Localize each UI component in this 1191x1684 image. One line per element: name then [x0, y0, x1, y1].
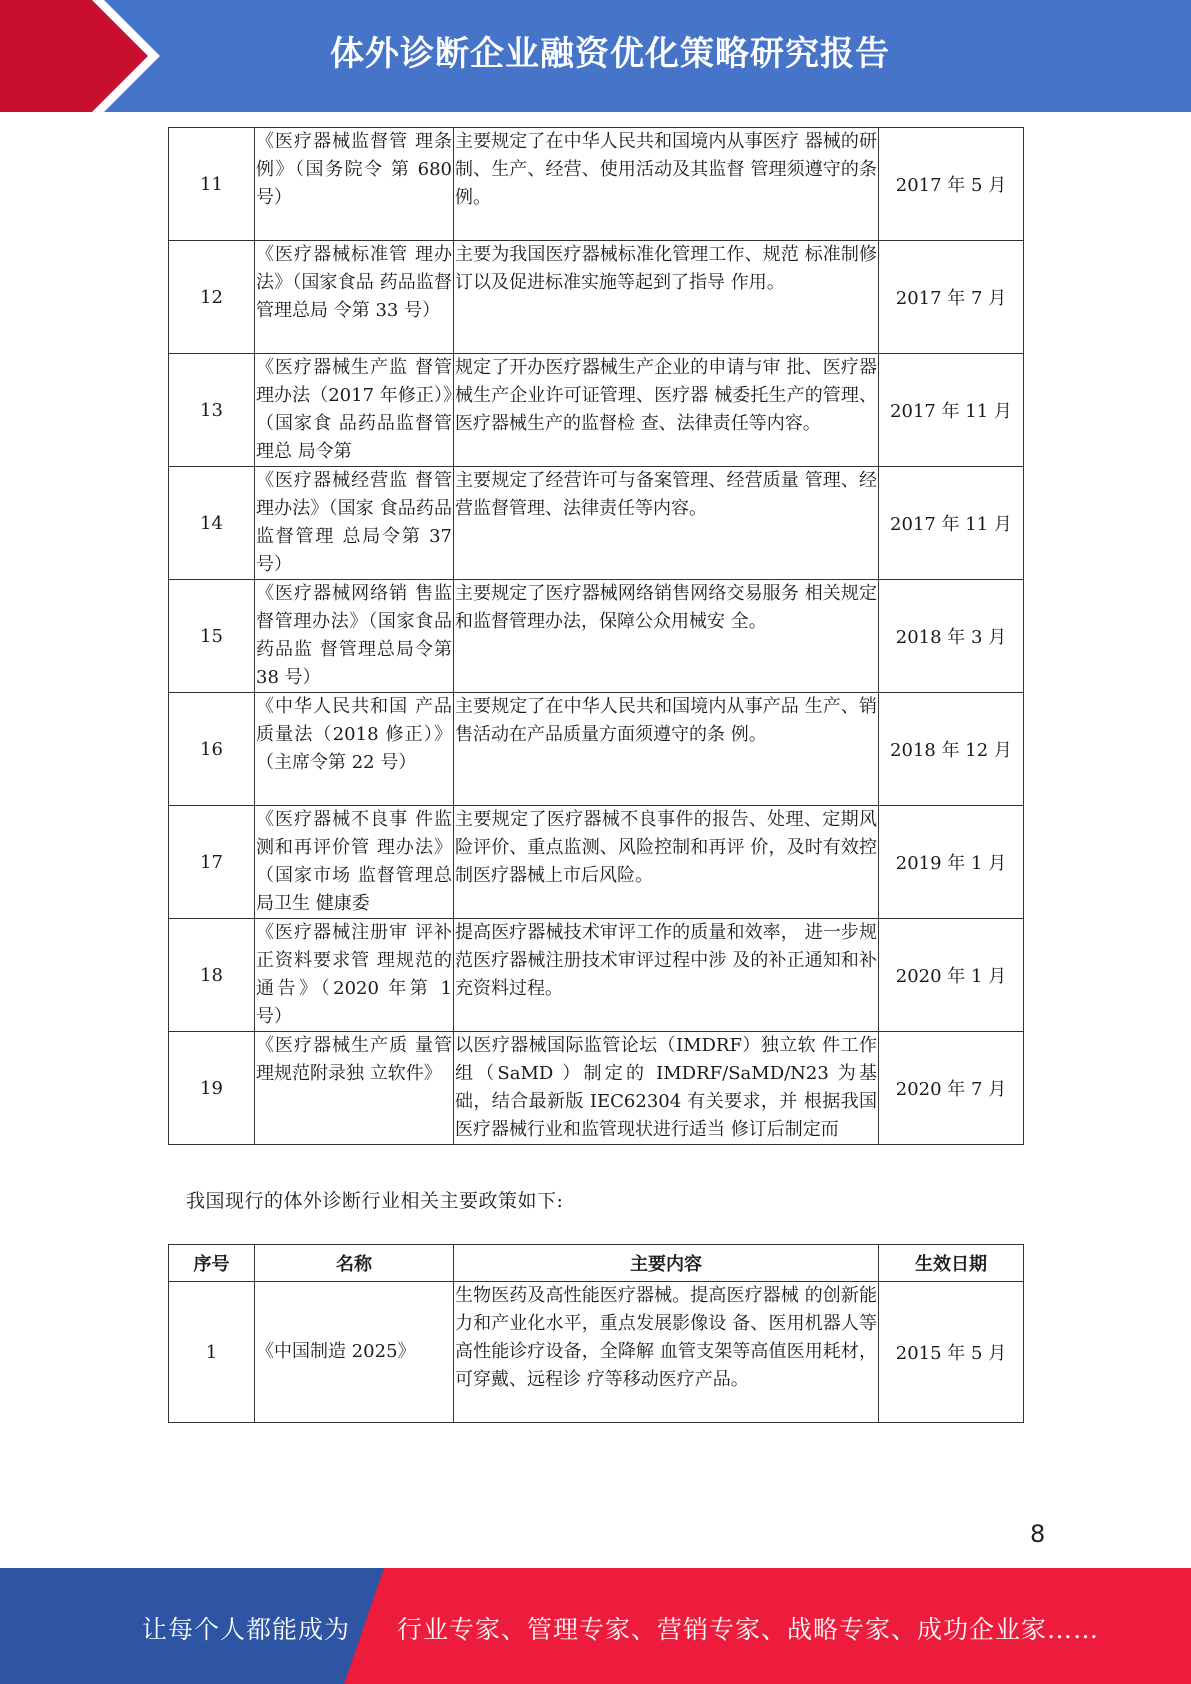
cell-content [454, 806, 879, 919]
cell-date: 2018 年 12 月 [879, 693, 1024, 806]
cell-name-text: 《医疗器械不良事 件监测和再评价管 理办法》（国家市场 监督管理总局卫生 健康委 [256, 809, 452, 914]
cell-name [255, 806, 454, 919]
cell-content-text: 以医疗器械国际监管论坛（IMDRF）独立软 件工作组（SaMD ）制定的 IMDRF/SaMD/N23 为基础，结合最新版 IEC62304 有关要求，并 根据我国医疗器械行业和监管现状进行适当 修订后制定而 [455, 1035, 877, 1140]
cell-no: 19 [169, 1032, 255, 1145]
cell-no: 16 [169, 693, 255, 806]
cell-content [454, 919, 879, 1032]
cell-name [255, 580, 454, 693]
cell-date: 2020 年 7 月 [879, 1032, 1024, 1145]
cell-no: 15 [169, 580, 255, 693]
cell-name-text: 《医疗器械标准管 理办法》（国家食品 药品监督管理总局 令第 33 号） [256, 244, 452, 321]
cell-date: 2019 年 1 月 [879, 806, 1024, 919]
cell-name [255, 1032, 454, 1145]
cell-name [255, 467, 454, 580]
cell-name-text: 《医疗器械注册审 评补正资料要求管 理规范的通告》（2020 年第 1 号） [256, 922, 452, 1027]
report-title: 体外诊断企业融资优化策略研究报告 [330, 34, 890, 74]
cell-content [454, 241, 879, 354]
table-row [169, 1282, 1024, 1423]
cell-content [454, 1282, 879, 1423]
cell-date: 2017 年 5 月 [879, 128, 1024, 241]
cell-name-text: 《医疗器械经营监 督管理办法》（国家 食品药品监督管理 总局令第 37 号） [256, 470, 452, 575]
cell-name [255, 1282, 454, 1423]
cell-name [255, 693, 454, 806]
cell-no: 11 [169, 128, 255, 241]
cell-name [255, 354, 454, 467]
cell-name-text: 《医疗器械生产监 督管理办法（2017 年修正）》（国家食 品药品监督管理总 局令第 [256, 357, 452, 462]
page-footer [0, 1568, 1191, 1684]
cell-no: 13 [169, 354, 255, 467]
cell-content-text: 主要规定了在中华人民共和国境内从事产品 生产、销售活动在产品质量方面须遵守的条 例。 [455, 696, 877, 745]
header-red-arrow [0, 0, 148, 112]
cell-date: 2018 年 3 月 [879, 580, 1024, 693]
table-row [169, 919, 1024, 1032]
cell-date: 2020 年 1 月 [879, 919, 1024, 1032]
header-date: 生效日期 [879, 1245, 1024, 1282]
table-row [169, 241, 1024, 354]
cell-content-text: 规定了开办医疗器械生产企业的申请与审 批、医疗器械生产企业许可证管理、医疗器 械委托生产的管理、医疗器械生产的监督检 查、法律责任等内容。 [455, 357, 877, 434]
cell-content [454, 580, 879, 693]
cell-name-text: 《中国制造 2025》 [256, 1341, 416, 1362]
cell-name [255, 128, 454, 241]
cell-name-text: 《医疗器械生产质 量管理规范附录独 立软件》 [256, 1035, 452, 1084]
cell-content-text: 提高医疗器械技术审评工作的质量和效率， 进一步规范医疗器械注册技术审评过程中涉 及的补正通知和补充资料过程。 [455, 922, 877, 999]
table-row [169, 467, 1024, 580]
header-content: 主要内容 [454, 1245, 879, 1282]
table-row [169, 354, 1024, 467]
table-header-row [169, 1245, 1024, 1282]
cell-content-text: 主要规定了医疗器械不良事件的报告、处理、定期风险评价、重点监测、风险控制和再评 价，及时有效控制医疗器械上市后风险。 [455, 809, 877, 886]
regulation-table-continued [168, 127, 1024, 1145]
cell-content [454, 354, 879, 467]
cell-no: 1 [169, 1282, 255, 1423]
cell-name [255, 241, 454, 354]
table-row [169, 693, 1024, 806]
table-row [169, 1032, 1024, 1145]
footer-slogan-left: 让每个人都能成为 [142, 1615, 351, 1644]
cell-no: 12 [169, 241, 255, 354]
cell-date: 2017 年 7 月 [879, 241, 1024, 354]
cell-date: 2015 年 5 月 [879, 1282, 1024, 1423]
page-number: 8 [1030, 1520, 1046, 1548]
cell-name-text: 《医疗器械监督管 理条例》（国务院令 第 680 号） [256, 131, 452, 208]
cell-content [454, 1032, 879, 1145]
cell-name [255, 919, 454, 1032]
table-row [169, 128, 1024, 241]
cell-no: 18 [169, 919, 255, 1032]
table-row [169, 580, 1024, 693]
cell-content-text: 主要规定了经营许可与备案管理、经营质量 管理、经营监督管理、法律责任等内容。 [455, 470, 877, 519]
cell-date: 2017 年 11 月 [879, 354, 1024, 467]
page-header [0, 0, 1191, 112]
cell-content [454, 693, 879, 806]
cell-content-text: 生物医药及高性能医疗器械。提高医疗器械 的创新能力和产业化水平，重点发展影像设 备、医用机器人等高性能诊疗设备，全降解 血管支架等高值医用耗材，可穿戴、远程诊 疗等移动医疗产品。 [455, 1285, 877, 1390]
cell-no: 17 [169, 806, 255, 919]
cell-content-text: 主要规定了医疗器械网络销售网络交易服务 相关规定和监督管理办法，保障公众用械安 全。 [455, 583, 877, 632]
cell-content-text: 主要为我国医疗器械标准化管理工作、规范 标准制修订以及促进标准实施等起到了指导 作用。 [455, 244, 877, 293]
cell-content [454, 128, 879, 241]
cell-name-text: 《中华人民共和国 产品质量法（2018 修正）》（主席令第 22 号） [256, 696, 452, 773]
cell-content [454, 467, 879, 580]
header-no: 序号 [169, 1245, 255, 1282]
footer-slogan-right: 行业专家、管理专家、营销专家、战略专家、成功企业家…… [397, 1615, 1100, 1644]
cell-name-text: 《医疗器械网络销 售监督管理办法》（国家食品药品监 督管理总局令第 38 号） [256, 583, 452, 688]
cell-content-text: 主要规定了在中华人民共和国境内从事医疗 器械的研制、生产、经营、使用活动及其监督 管理须遵守的条例。 [455, 131, 877, 208]
policy-table [168, 1244, 1024, 1423]
table-row [169, 806, 1024, 919]
header-name: 名称 [255, 1245, 454, 1282]
intro-paragraph: 我国现行的体外诊断行业相关主要政策如下: [186, 1190, 564, 1212]
cell-date: 2017 年 11 月 [879, 467, 1024, 580]
cell-no: 14 [169, 467, 255, 580]
